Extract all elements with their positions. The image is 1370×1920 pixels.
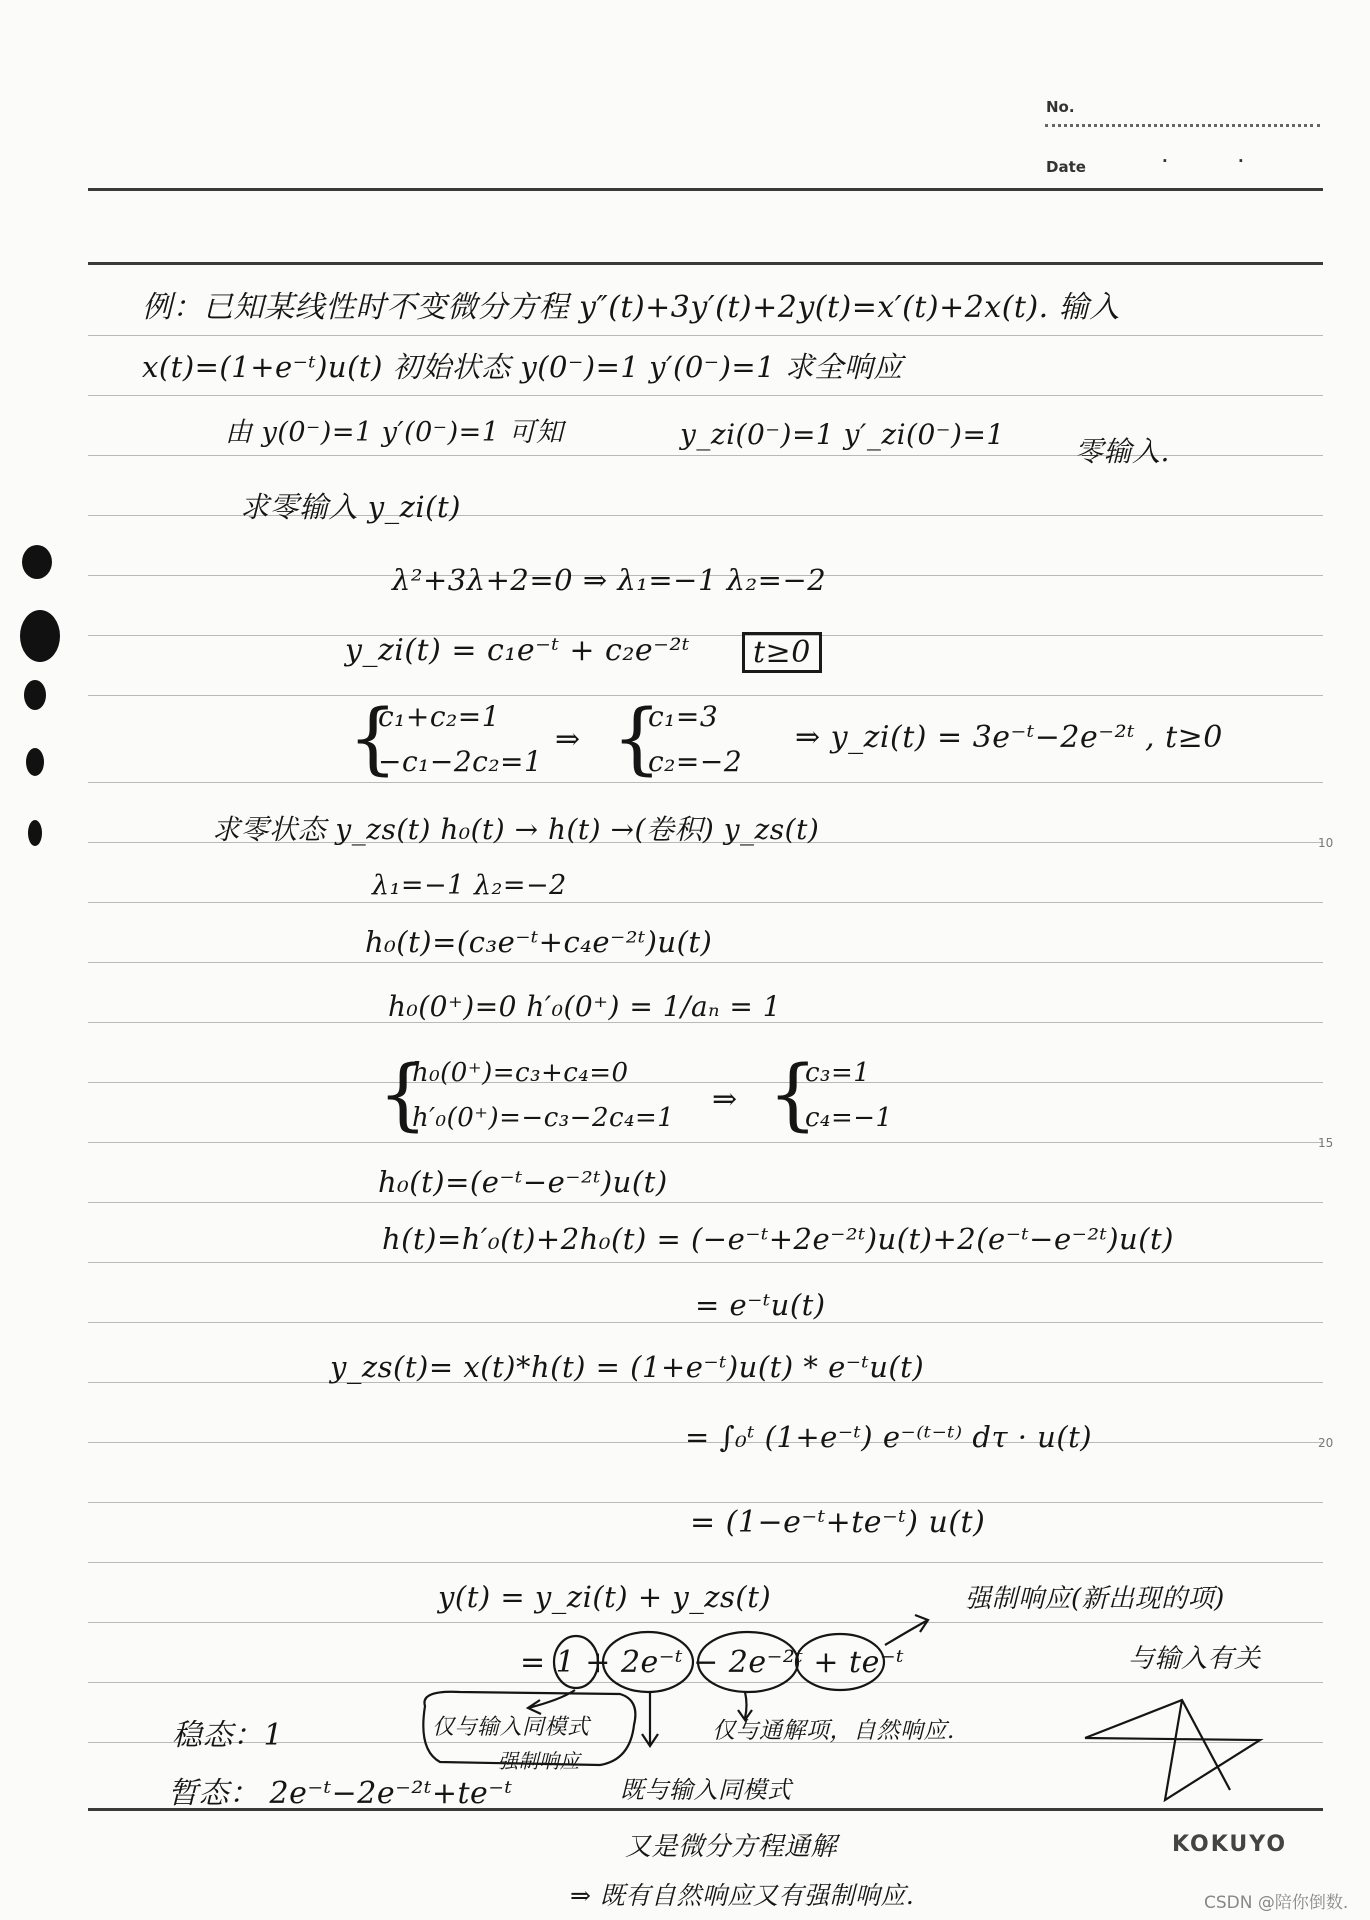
impulse-form: h₀(t)=(c₃e⁻ᵗ+c₄e⁻²ᵗ)u(t) — [365, 925, 713, 959]
zero-input-initial: y_zi(0⁻)=1 y′_zi(0⁻)=1 — [680, 418, 1005, 451]
constant-c2: c₂=−2 — [648, 745, 743, 778]
constant-eq-2: −c₁−2c₂=1 — [378, 745, 543, 778]
no-field-line — [1045, 124, 1320, 127]
zero-state-heading: 求零状态 y_zs(t) h₀(t) → h(t) →(卷积) y_zs(t) — [212, 813, 820, 846]
initial-condition-note: 由 y(0⁻)=1 y′(0⁻)=1 可知 — [225, 417, 564, 448]
ruled-line — [88, 1502, 1323, 1503]
ruled-line — [88, 902, 1323, 903]
natural-response-note: 仅与通解项，自然响应. — [712, 1718, 955, 1744]
line-number: 20 — [1318, 1436, 1334, 1450]
left-brace: { — [378, 1050, 428, 1140]
impulse-eq-2: h′₀(0⁺)=−c₃−2c₄=1 — [412, 1103, 675, 1133]
impulse-initial-values: h₀(0⁺)=0 h′₀(0⁺) = 1/aₙ = 1 — [388, 990, 782, 1023]
kokuyo-logo: KOKUYO — [1172, 1832, 1288, 1857]
ruled-line — [88, 1622, 1323, 1623]
implies-arrow: ⇒ — [555, 722, 581, 757]
full-response-expanded: = 1 + 2e⁻ᵗ − 2e⁻²ᵗ + te⁻ᵗ — [520, 1645, 905, 1680]
forced-note-small: 强制响应 — [498, 1749, 580, 1773]
both-note-2: 又是微分方程通解 — [625, 1832, 838, 1862]
zero-state-result: = (1−e⁻ᵗ+te⁻ᵗ) u(t) — [690, 1505, 986, 1540]
input-mode-note: 仅与输入同模式 — [432, 1715, 590, 1740]
problem-statement: 例：已知某线性时不变微分方程 y″(t)+3y′(t)+2y(t)=x′(t)+2x(t). 输入 — [142, 290, 1120, 325]
line-number: 15 — [1318, 1136, 1334, 1150]
constant-c3: c₃=1 — [805, 1058, 871, 1088]
binder-hole — [20, 610, 60, 662]
transient-state: 暂态： 2e⁻ᵗ−2e⁻²ᵗ+te⁻ᵗ — [168, 1776, 513, 1811]
ruled-line — [88, 1142, 1323, 1143]
both-note-1: 既与输入同模式 — [620, 1776, 792, 1804]
t-range-box: t≥0 — [742, 632, 822, 673]
forced-response-note: 强制响应(新出现的项) — [965, 1584, 1225, 1614]
impulse-result: = e⁻ᵗu(t) — [695, 1288, 826, 1322]
binder-hole — [22, 545, 52, 579]
convolution: y_zs(t)= x(t)*h(t) = (1+e⁻ᵗ)u(t) * e⁻ᵗu(t) — [330, 1350, 925, 1384]
left-brace: { — [768, 1050, 818, 1140]
star-scribble — [1085, 1700, 1260, 1800]
impulse-response: h(t)=h′₀(t)+2h₀(t) = (−e⁻ᵗ+2e⁻²ᵗ)u(t)+2(e⁻ᵗ−e⁻²ᵗ)u(t) — [382, 1222, 1174, 1256]
input-and-initial-state: x(t)=(1+e⁻ᵗ)u(t) 初始状态 y(0⁻)=1 y′(0⁻)=1 求全响应 — [142, 350, 903, 384]
impulse-eq-1: h₀(0⁺)=c₃+c₄=0 — [412, 1058, 629, 1088]
binder-hole — [26, 748, 44, 776]
constant-c1: c₁=3 — [648, 700, 719, 733]
ruled-line — [88, 782, 1323, 783]
csdn-watermark: CSDN @陪你倒数. — [1204, 1893, 1349, 1913]
binder-hole — [28, 820, 42, 846]
full-response: y(t) = y_zi(t) + y_zs(t) — [438, 1580, 772, 1614]
ruled-line — [88, 335, 1323, 336]
left-brace: { — [348, 694, 398, 784]
ruled-line — [88, 1262, 1323, 1263]
ruled-line — [88, 1082, 1323, 1083]
ruled-line — [88, 395, 1323, 396]
roots: λ₁=−1 λ₂=−2 — [372, 870, 567, 901]
ruled-line — [88, 695, 1323, 696]
date-dot: · — [1238, 152, 1244, 170]
ruled-line — [88, 635, 1323, 636]
no-label: No. — [1046, 98, 1075, 116]
ruled-line — [88, 1562, 1323, 1563]
characteristic-equation: λ²+3λ+2=0 ⇒ λ₁=−1 λ₂=−2 — [392, 563, 827, 597]
arrow-mark — [642, 1692, 658, 1746]
left-brace: { — [612, 694, 662, 784]
ruled-line — [88, 962, 1323, 963]
arrow-mark — [885, 1615, 928, 1645]
steady-state: 稳态：1 — [172, 1718, 284, 1753]
line-number: 10 — [1318, 836, 1334, 850]
zero-input-heading: 求零输入 y_zi(t) — [240, 490, 461, 524]
header-rule — [88, 188, 1323, 191]
zero-input-form: y_zi(t) = c₁e⁻ᵗ + c₂e⁻²ᵗ — [345, 633, 690, 668]
input-related-note: 与输入有关 — [1128, 1644, 1261, 1674]
ruled-line — [88, 1322, 1323, 1323]
constant-c4: c₄=−1 — [805, 1103, 893, 1133]
impulse-h0: h₀(t)=(e⁻ᵗ−e⁻²ᵗ)u(t) — [378, 1165, 668, 1199]
top-rule — [88, 262, 1323, 265]
ruled-line — [88, 1202, 1323, 1203]
implies-arrow: ⇒ — [712, 1082, 738, 1117]
ruled-line — [88, 1682, 1323, 1683]
zero-input-result: ⇒ y_zi(t) = 3e⁻ᵗ−2e⁻²ᵗ , t≥0 — [795, 720, 1223, 755]
zero-input-tag: 零输入. — [1075, 435, 1170, 468]
constant-eq-1: c₁+c₂=1 — [378, 700, 501, 733]
convolution-integral: = ∫₀ᵗ (1+e⁻ᵗ) e⁻⁽ᵗ⁻ᵗ⁾ dτ · u(t) — [685, 1420, 1093, 1454]
binder-hole — [24, 680, 46, 710]
date-dot: · — [1162, 152, 1168, 170]
date-label: Date — [1046, 158, 1086, 176]
both-note-3: ⇒ 既有自然响应又有强制响应. — [570, 1881, 915, 1910]
